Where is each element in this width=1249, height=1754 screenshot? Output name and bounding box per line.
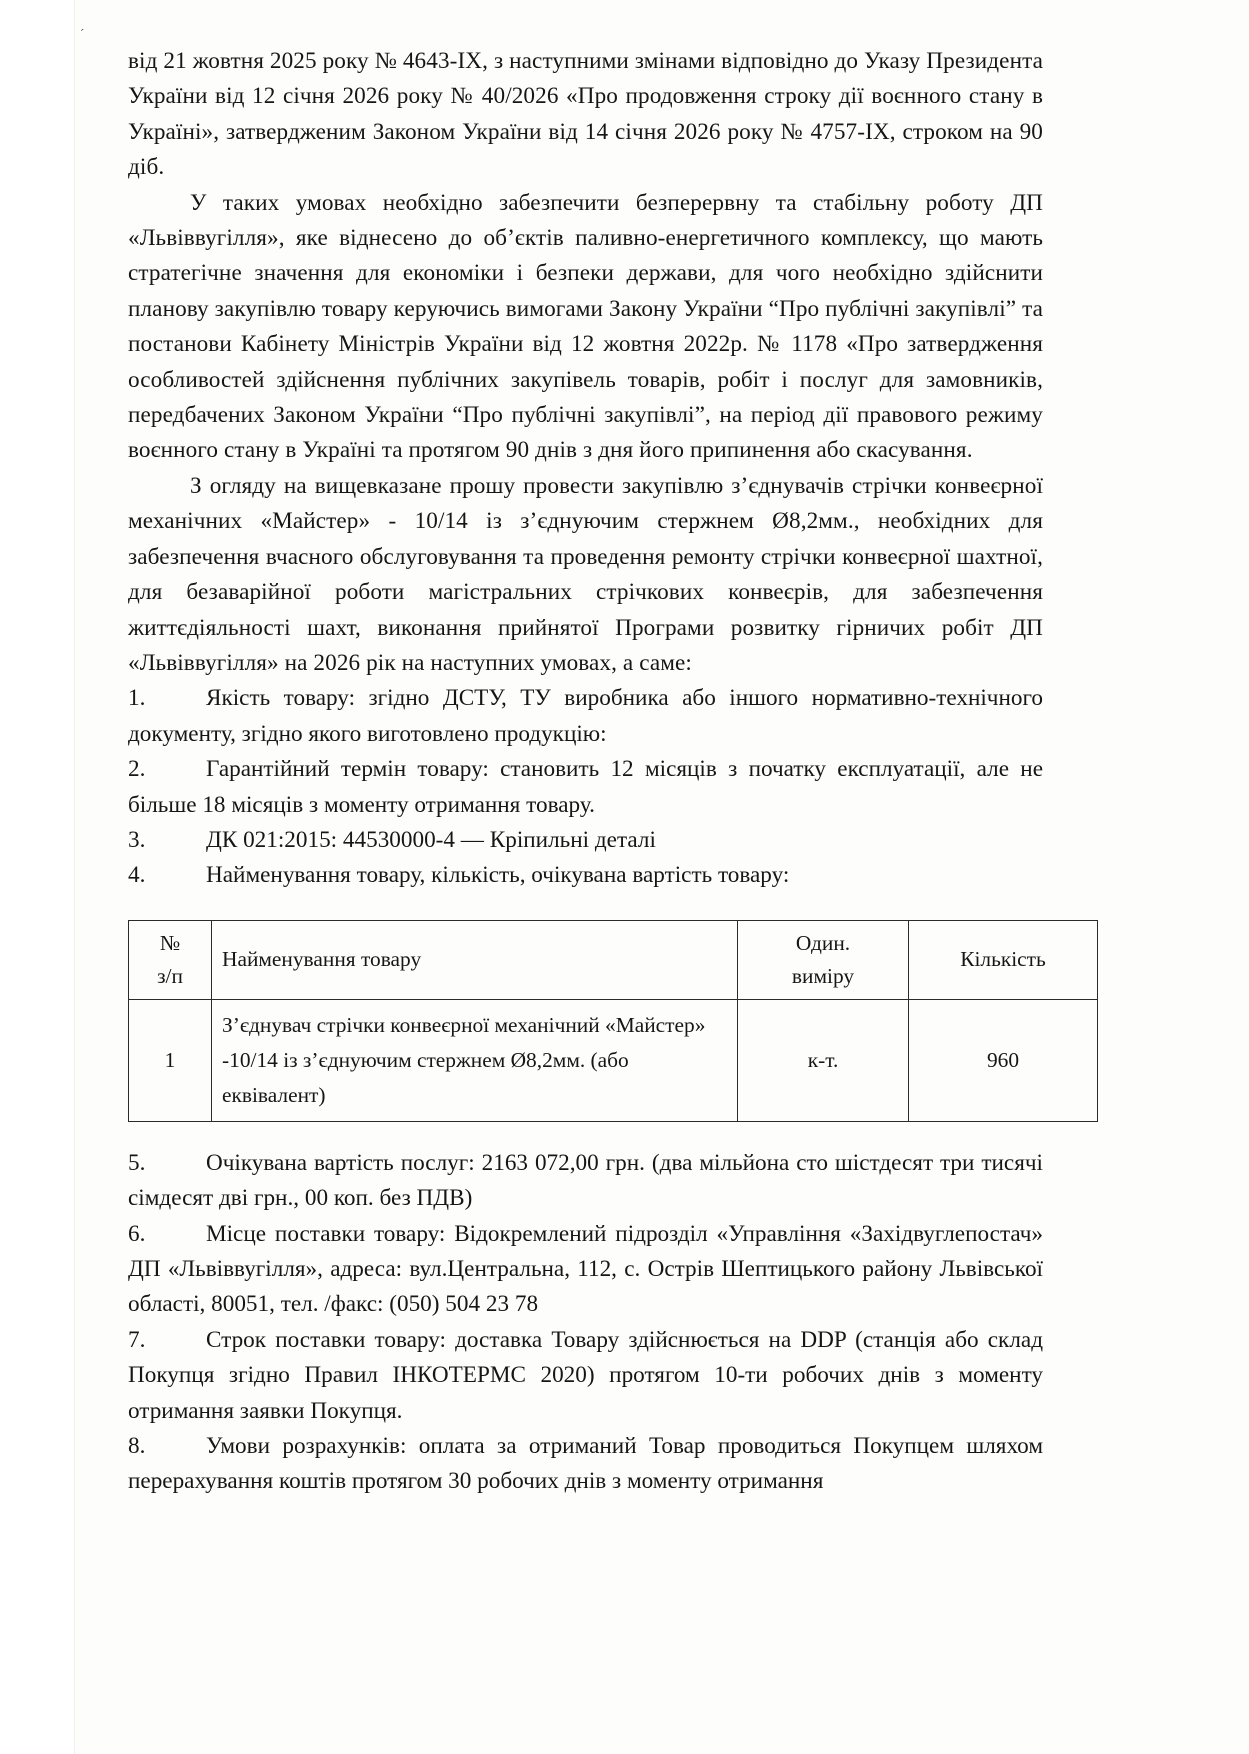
list-item-1-number: 1.	[128, 685, 146, 712]
list-item-6-number: 6.	[128, 1220, 146, 1247]
list-item-8-text: Умови розрахунків: оплата за отриманий Товар проводиться Покупцем шляхом перерахування коштів протягом 30 робочих днів з моменту отримання	[128, 1433, 1043, 1495]
list-item-4	[128, 858, 1043, 893]
scan-artifact-mark: ´	[80, 26, 85, 41]
cell-unit: к-т.	[738, 999, 909, 1121]
list-item-3-text: ДК 021:2015: 44530000-4 — Кріпильні деталі	[206, 826, 656, 853]
paragraph-justification: У таких умовах необхідно забезпечити безперервну та стабільну роботу ДП «Львіввугілля», яке віднесено до об’єктів паливно-енергетичного комплексу, що мають стратегічне значення для економіки і безпеки держави, для чого необхідно здійснити планову закупівлю товару керуючись вимогами Закону України “Про публічні закупівлі” та постанови Кабінету Міністрів України від 12 жовтня 2022р. № 1178 «Про затвердження особливостей здійснення публічних закупівель товарів, робіт і послуг для замовників, передбачених Законом України “Про публічні закупівлі”, на період дії правового режиму воєнного стану в Україні та протягом 90 днів з дня його припинення або скасування.	[128, 189, 1043, 464]
cell-goods-name: З’єднувач стрічки конвеєрної механічний «Майстер» -10/14 із з’єднуючим стержнем Ø8,2мм. (або еквівалент)	[212, 999, 738, 1121]
column-header-number-line2: з/п	[157, 963, 183, 988]
table-header-row	[129, 920, 1098, 999]
list-item-5	[128, 1146, 1043, 1217]
paragraph-request: З огляду на вищевказане прошу провести закупівлю з’єднувачів стрічки конвеєрної механічних «Майстер» - 10/14 із з’єднуючим стержнем Ø8,2мм., необхідних для забезпечення вчасного обслуговування та проведення ремонту стрічки конвеєрної шахтної, для безаварійної роботи магістральних стрічкових конвеєрів, для забезпечення життєдіяльності шахт, виконання прийнятої Програми розвитку гірничих робіт ДП «Львіввугілля» на 2026 рік на наступних умовах, а саме:	[128, 472, 1043, 676]
column-header-number-line1: №	[159, 930, 181, 955]
list-item-4-number: 4.	[128, 862, 146, 889]
list-item-3-number: 3.	[128, 826, 146, 853]
table-row	[129, 999, 1098, 1121]
list-item-5-text: Очікувана вартість послуг: 2163 072,00 грн. (два мільйона сто шістдесят три тисячі сімдесят дві грн., 00 коп. без ПДВ)	[128, 1149, 1043, 1212]
column-header-quantity: Кількість	[909, 920, 1098, 999]
list-item-7	[128, 1323, 1043, 1429]
list-item-8	[128, 1429, 1043, 1500]
scan-left-margin	[0, 0, 75, 1754]
column-header-unit-line1: Один.	[795, 930, 851, 955]
goods-table-body	[129, 999, 1098, 1121]
goods-table-wrapper	[128, 920, 1046, 1122]
column-header-unit	[738, 920, 909, 999]
goods-table	[128, 920, 1098, 1122]
list-item-3	[128, 823, 1043, 858]
cell-quantity: 960	[909, 999, 1098, 1121]
column-header-number	[129, 920, 212, 999]
list-item-7-text: Строк поставки товару: доставка Товару здійснюється на DDP (станція або склад Покупця згідно Правил ІНКОТЕРМС 2020) протягом 10-ти робочих днів з моменту отримання заявки Покупця.	[128, 1326, 1043, 1424]
list-item-2	[128, 752, 1043, 823]
goods-table-head	[129, 920, 1098, 999]
cell-row-number: 1	[129, 999, 212, 1121]
list-item-7-number: 7.	[128, 1326, 146, 1353]
list-item-2-number: 2.	[128, 756, 146, 783]
document-body	[128, 44, 1046, 1500]
list-item-1-text: Якість товару: згідно ДСТУ, ТУ виробника або іншого нормативно-технічного документу, згідно якого виготовлено продукцію:	[128, 685, 1043, 747]
list-item-1	[128, 681, 1043, 752]
list-item-8-number: 8.	[128, 1433, 146, 1459]
list-item-5-number: 5.	[128, 1149, 146, 1176]
column-header-unit-line2: виміру	[791, 963, 855, 988]
list-item-2-text: Гарантійний термін товару: становить 12 місяців з початку експлуатації, але не більше 18 місяців з моменту отримання товару.	[128, 756, 1043, 818]
list-item-6-text: Місце поставки товару: Відокремлений підрозділ «Управління «Західвуглепостач» ДП «Львіввугілля», адреса: вул.Центральна, 112, с. Острів Шептицького району Львівської області, 80051, тел. /факс: (050) 504 23 78	[128, 1220, 1043, 1318]
list-item-4-text: Найменування товару, кількість, очікувана вартість товару:	[206, 862, 790, 889]
paragraph-legal-basis: від 21 жовтня 2025 року № 4643-IX, з наступними змінами відповідно до Указу Президента України від 12 січня 2026 року № 40/2026 «Про продовження строку дії воєнного стану в Україні», затвердженим Законом України від 14 січня 2026 року № 4757-IX, строком на 90 діб.	[128, 48, 1043, 181]
column-header-name: Найменування товару	[212, 920, 738, 999]
list-item-6	[128, 1217, 1043, 1323]
